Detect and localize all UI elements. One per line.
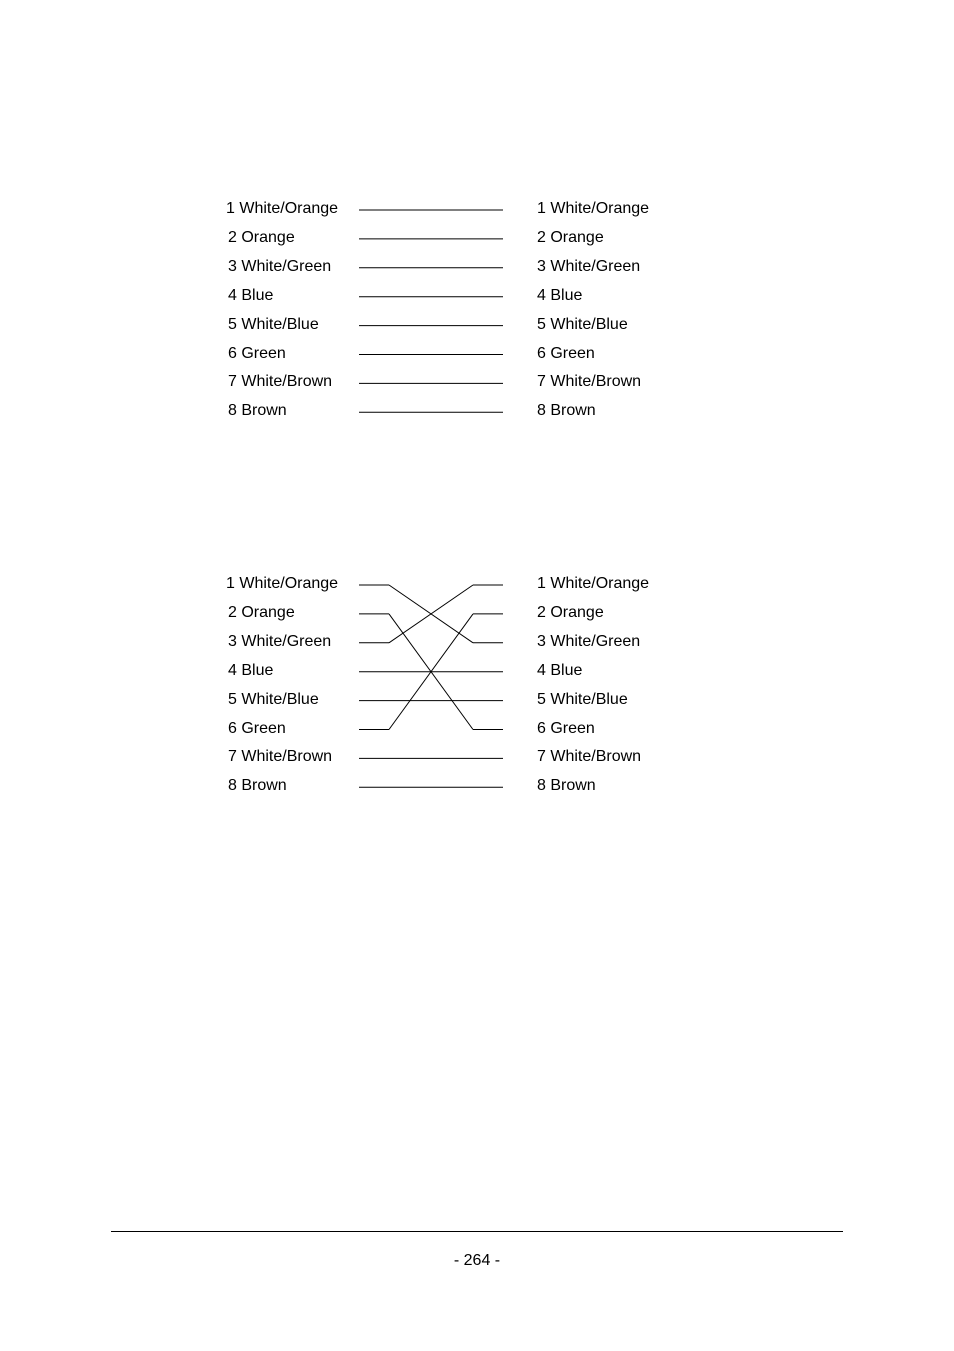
right-pin-label-1: 1 White/Orange (537, 575, 650, 592)
right-pin-label-3: 3 White/Green (537, 632, 641, 650)
right-pin-label-5: 5 White/Blue (537, 690, 628, 708)
left-pin-label-8: 8 Brown (228, 402, 287, 420)
straight-through-wiring-diagram (0, 190, 954, 430)
left-pin-label-7: 7 White/Brown (228, 373, 333, 391)
left-pin-label-4: 4 Blue (228, 286, 274, 304)
right-pin-label-8: 8 Brown (537, 402, 596, 420)
right-pin-label-7: 7 White/Brown (537, 373, 642, 391)
crossover-wiring-diagram (0, 565, 954, 805)
right-pin-label-2: 2 Orange (537, 603, 604, 621)
straight-through-wires (0, 190, 954, 430)
left-pin-label-4: 4 Blue (228, 661, 274, 679)
crossover-wires (0, 565, 954, 805)
left-pin-label-8: 8 Brown (228, 777, 287, 795)
left-pin-label-3: 3 White/Green (228, 257, 332, 275)
left-pin-label-7: 7 White/Brown (228, 748, 333, 766)
left-pin-label-5: 5 White/Blue (228, 315, 319, 333)
left-pin-label-2: 2 Orange (228, 603, 295, 621)
right-pin-label-8: 8 Brown (537, 777, 596, 795)
right-pin-label-5: 5 White/Blue (537, 315, 628, 333)
left-pin-label-1: 1 White/Orange (226, 200, 339, 217)
left-pin-label-1: 1 White/Orange (226, 575, 339, 592)
right-pin-label-6: 6 Green (537, 719, 595, 737)
right-pin-label-6: 6 Green (537, 344, 595, 362)
right-pin-label-4: 4 Blue (537, 286, 583, 304)
left-pin-label-2: 2 Orange (228, 228, 295, 246)
page-number: - 264 - (453, 1252, 501, 1269)
right-pin-label-4: 4 Blue (537, 661, 583, 679)
left-pin-label-6: 6 Green (228, 719, 286, 737)
footer-rule (111, 1231, 843, 1232)
right-pin-label-2: 2 Orange (537, 228, 604, 246)
left-pin-label-5: 5 White/Blue (228, 690, 319, 708)
right-pin-label-3: 3 White/Green (537, 257, 641, 275)
left-pin-label-6: 6 Green (228, 344, 286, 362)
right-pin-label-7: 7 White/Brown (537, 748, 642, 766)
right-pin-label-1: 1 White/Orange (537, 200, 650, 217)
left-pin-label-3: 3 White/Green (228, 632, 332, 650)
